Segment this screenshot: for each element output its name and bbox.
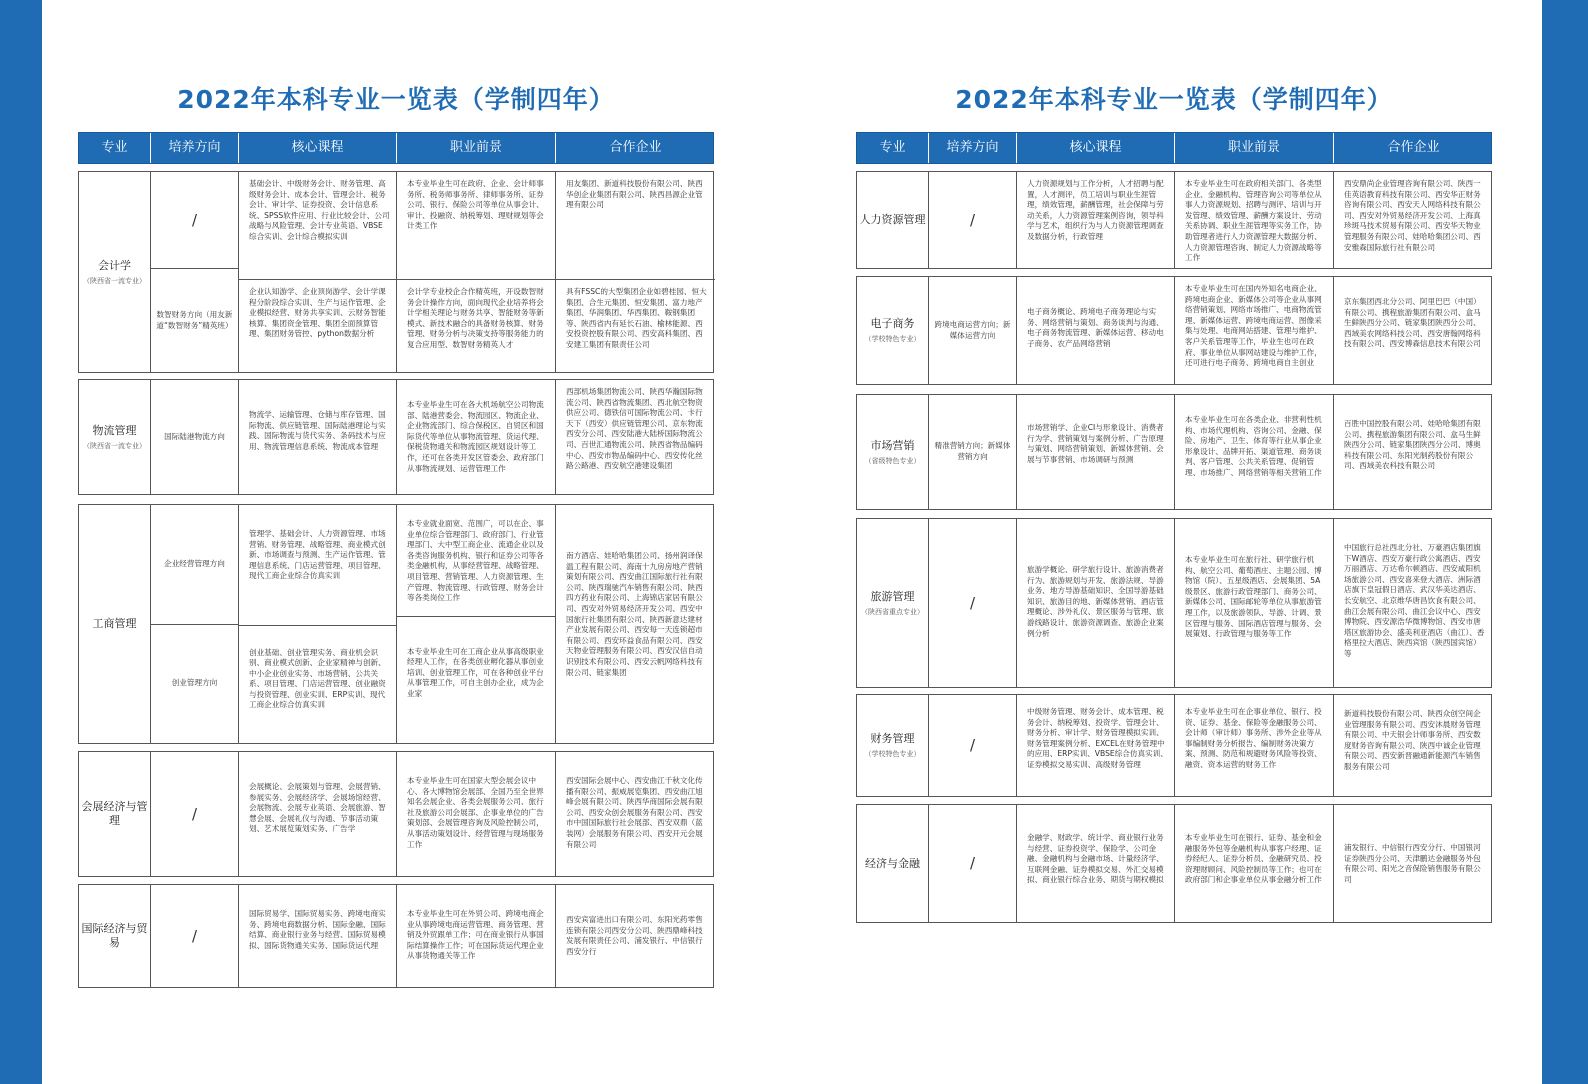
career-cell: 本专业毕业生可在外贸公司、跨境电商企业从事跨境电商运营管理、商务管理、营销及外贸跟单工作；可在商业银行从事国际结算操作工作；可在国际货运代理企业从事货物通关等工作 — [397, 885, 556, 987]
major-block-ecommerce — [856, 276, 1492, 385]
major-block-economics-finance — [856, 804, 1492, 923]
direction-cell: 国际陆港物流方向 — [151, 380, 239, 494]
page-title: 2022年本科专业一览表（学制四年） — [177, 85, 615, 114]
direction-cell: 精准营销方向；新媒体营销方向 — [929, 395, 1017, 509]
major-cell — [857, 805, 929, 922]
courses-cell: 管理学、基础会计、人力资源管理、市场营销、财务管理、战略管理、商业模式创新、市场调查与预测、生产运作管理、管理信息系统、门店运营管理、项目管理、现代工商企业综合仿真实训 — [249, 529, 386, 581]
career-cell: 本专业就业面宽、范围广，可以在企、事业单位综合管理部门、政府部门、行业管理部门、大中型工商企业、流通企业以及各类咨询服务机构、银行和证券公司等各类金融机构，从事经营管理、战略管理、项目管理、营销管理、人力资源管理、生产管理、物流管理、行政管理、财务会计等各类岗位工作 — [407, 519, 544, 603]
career-cell: 本专业毕业生可在各大机场航空公司物流部、陆港营委会、物流园区、物流企业、企业物流部门、综合保税区、自贸区和国际货代等单位从事物流管理、货运代理、保税货物通关和物流园区规划设计等工作，还可在各类开发区管委会、政府部门从事物流规划、运营管理工作 — [397, 380, 556, 494]
direction-column — [151, 172, 239, 372]
major-name: 人力资源管理 — [859, 213, 926, 226]
major-name: 会展经济与管理 — [81, 800, 148, 827]
courses-cell: 基础会计、中级财务会计、财务管理、高级财务会计、成本会计、管理会计、税务会计、审计学、证券投资、会计信息系统、SPSS软件应用、行业比较会计、公司战略与风险管理、会计专业英语、VBSE综合实训、会计综合模拟实训 — [249, 179, 390, 241]
header-direction: 培养方向 — [929, 133, 1017, 163]
header-major: 专业 — [857, 133, 929, 163]
major-cell — [79, 885, 151, 987]
courses-cell: 电子商务概论、跨境电子商务理论与实务、网络营销与策划、商务谈判与沟通、电子商务物流管理、新媒体运营、移动电子商务、农产品网络营销 — [1017, 277, 1175, 384]
major-name: 国际经济与贸易 — [81, 922, 148, 949]
major-name: 旅游管理 — [870, 589, 915, 603]
courses-cell: 企业认知游学、企业顶岗游学、会计学课程分阶段综合实训、生产与运作管理、企业模拟经营、财务共享实训、云财务智能核算、集团资金管理、集团全面预算管理、集团财务管控、python数据分析 — [239, 279, 396, 372]
career-cell: 本专业毕业生可在国家大型会展会议中心、各大博物馆会展部、全国乃至全世界知名会展企业、各类会展服务公司、旅行社及旅游公司会展部、企事业单位的广告策划部、会展管理咨询及风险控制公司，从事活动策划设计、经营管理与现场服务工作 — [397, 752, 556, 876]
courses-cell: 会展概论、会展策划与管理、会展营销、参展实务、会展经济学、会展场馆经营、会展物流、会展专业英语、会展旅游、智慧会展、会展礼仪与沟通、节事活动策划、艺术展览策划实务、广告学 — [239, 752, 397, 876]
direction-cell: / — [151, 885, 239, 987]
major-cell — [857, 277, 929, 384]
direction-cell: / — [929, 805, 1017, 922]
partners-cell: 西部机场集团物流公司、陕西华瀚国际物流公司、陕西省物流集团、西北航空物资供应公司、德铁信可国际物流公司、卡行天下（西安）供应链管理公司、京东物流西安分公司、西安陆港大陆桥国际物流公司、百世汇通物流公司、陕西省物品编码中心、西安市物品编码中心、西安传化丝路公路港、西安航空港建设集团 — [566, 387, 703, 471]
partners-cell: 具有FSSC的大型集团企业如碧桂园、恒大集团、合生元集团、恒安集团、富力地产集团、华润集团、华西集团、鞍钢集团等、陕西省内有延长石油、榆林能源、西安投资控股有限公司、西安高科集团、西安建工集团有限责任公司 — [556, 279, 715, 372]
career-cell: 会计学专业校企合作精英班，开设数智财务会计操作方向，面向现代企业培养将会计学相关理论与财务共享、智能财务等新模式、新技术融合的具备财务核算、财务管理、财务分析与决策支持等服务能力的复合应用型、数智财务精英人才 — [397, 279, 555, 372]
career-cell: 本专业毕业生可在政府、企业、会计师事务所、税务师事务所、律师事务所、证券公司、银行、保险公司等单位从事会计、审计、投融资、纳税筹划、理财规划等会计类工作 — [407, 179, 544, 231]
major-block-logistics — [78, 379, 714, 495]
table-header — [78, 132, 714, 164]
courses-cell: 市场营销学、企业CI与形象设计、消费者行为学、营销策划与案例分析、广告原理与策划、网络营销策划、新媒体营销、会展与节事营销、市场调研与预测 — [1017, 395, 1175, 509]
page-title: 2022年本科专业一览表（学制四年） — [955, 85, 1393, 114]
major-block-intl-trade — [78, 884, 714, 988]
career-cell: 本专业毕业生可在旅行社、研学旅行机构、航空公司、葡萄酒庄、主题公园、博物馆（院）、五星级酒店、会展集团、5A级景区、旅游行政管理部门、商务公司、新媒体公司、国际邮轮等单位从事旅游管理工作，以及旅游领队、导游、计调、景区管理与服务、国际酒店管理与服务、会展策划、行政管理与服务等工作 — [1175, 519, 1334, 687]
left-page — [78, 80, 714, 961]
direction-cell: 数智财务方向（用友新道“数智财务”精英班） — [151, 268, 238, 372]
partners-cell: 用友集团、新道科技股份有限公司、陕西华创企业集团有限公司、陕西昌源企业管理有限公司 — [566, 179, 703, 210]
major-block-tourism — [856, 518, 1492, 688]
direction-cell: / — [929, 519, 1017, 687]
career-cell: 本专业毕业生可在工商企业从事高级职业经理人工作，在各类创业孵化器从事创业培训、创业管理工作，可在各种创业平台从事管理工作，可自主创办企业，成为企业家 — [397, 616, 555, 744]
direction-cell: 创业管理方向 — [151, 624, 238, 744]
header-courses: 核心课程 — [1017, 133, 1175, 163]
partners-cell: 南方酒店、娃哈哈集团公司、扬州润译保温工程有限公司、海南十九房房地产营销策划有限公司、西安曲江国际旅行社有限公司、陕西瑞驰汽车销售有限公司、陕西四方药业有限公司、上海锦店家居有限公司、西安对外贸易经济开发公司、西安中国旅行社集团有限公司、陕西新意达建材产业发展有限公司、西安每一天连锁超市有限公司、西安环益食品有限公司、西安天物业管理服务有限公司、西安汉信自动识别技术有限公司、西安云帆网络科技有限公司、链家集团 — [566, 551, 703, 677]
header-direction: 培养方向 — [151, 133, 239, 163]
major-block-hr — [856, 171, 1492, 269]
table-header — [856, 132, 1492, 164]
major-cell — [857, 519, 929, 687]
major-block-business-admin — [78, 504, 714, 744]
partners-column — [556, 172, 715, 372]
major-cell — [79, 752, 151, 876]
courses-cell: 金融学、财政学、统计学、商业银行业务与经营、证券投资学、保险学、公司金融、金融机构与金融市场、计量经济学、互联网金融、证券模拟交易、外汇交易模拟、商业银行综合业务、期货与期权模拟 — [1017, 805, 1175, 922]
major-cell — [857, 172, 929, 268]
career-column — [397, 172, 556, 372]
courses-cell: 创业基础、创业管理实务、商业机会识别、商业模式创新、企业家精神与创新、中小企业创业实务、市场营销、公共关系、项目管理、门店运营管理、创业融资与投资管理、创业实训、ERP实训、现代工商企业综合仿真实训 — [239, 625, 396, 744]
major-level: （陕西省一流专业） — [83, 276, 146, 285]
direction-cell: 跨境电商运营方向；新媒体运营方向 — [929, 277, 1017, 384]
header-partners: 合作企业 — [609, 140, 662, 155]
courses-column — [239, 172, 397, 372]
courses-cell: 旅游学概论、研学旅行设计、旅游消费者行为、旅游规划与开发、旅游法规、导游业务、地方导游基础知识、全国导游基础知识、旅游目的地、新媒体营销、酒店管理概论、涉外礼仪、景区服务与管理、旅游线路设计、旅游资源调查、旅游企业案例分析 — [1017, 519, 1175, 687]
major-block-accounting — [78, 171, 714, 373]
partners-cell: 百胜中国控股有限公司、娃哈哈集团有限公司、携程旅游集团有限公司、盒马生鲜陕西分公司、链家集团陕西分公司、博奥科技有限公司、东阳光制药股份有限公司、西域美农科技有限公司 — [1344, 419, 1481, 471]
major-name: 物流管理 — [92, 423, 137, 437]
right-blue-margin — [1542, 0, 1588, 1084]
major-cell — [79, 505, 151, 743]
direction-column — [151, 505, 239, 743]
major-name: 市场营销 — [870, 438, 915, 452]
major-level: （学校特色专业） — [864, 335, 921, 343]
major-level: （省级特色专业） — [864, 456, 921, 465]
major-name: 会计学 — [98, 258, 131, 272]
major-name: 工商管理 — [92, 617, 137, 630]
header-career: 职业前景 — [397, 133, 556, 163]
direction-cell: / — [929, 695, 1017, 796]
direction-cell: / — [929, 172, 1017, 268]
left-blue-margin — [0, 0, 42, 1084]
header-major: 专业 — [79, 133, 151, 163]
partners-cell: 浦发银行、中信银行西安分行、中国银河证券陕西分公司、天津鹏达金融服务外包有限公司、阳光之音保险销售服务有限公司 — [1344, 843, 1481, 884]
career-cell: 本专业毕业生可在各类企业、非营利性机构、市场代理机构、咨询公司、金融、保险、房地产、卫生、体育等行业从事企业形象设计、品牌开拓、渠道管理、商务谈判、客户管理、公共关系管理、促销管理、市场推广、网络营销等相关营销工作 — [1175, 395, 1334, 509]
major-block-finance-mgmt — [856, 694, 1492, 797]
partners-cell: 西安国际会展中心、西安曲江千秋文化传播有限公司、振威展览集团、西安曲江旭峰会展有限公司、陕西华商国际会展有限公司、西安众创会展服务有限公司、西安市中国国际旅行社会展部、西安双鼎（蓝装网）会展服务有限公司、西安开元会展有限公司 — [566, 776, 703, 849]
major-name: 财务管理 — [870, 732, 915, 745]
major-level: （陕西省一流专业） — [83, 441, 146, 450]
courses-column — [239, 505, 397, 743]
career-cell: 本专业毕业生可在政府相关部门、各类型企业、金融机构、管理咨询公司等单位从事人力资源规划、招聘与测评、培训与开发管理、绩效管理、薪酬方案设计、劳动关系协调、职业生涯管理等实务工作，协助管理者进行人力资源管理大数据分析、人力资源管理咨询、制定人力资源战略等工作 — [1175, 172, 1334, 268]
partners-cell: 西安宾富进出口有限公司、东阳光药零售连锁有限公司西安分公司、陕西鼎峰科技发展有限责任公司、浦发银行、中信银行西安分行 — [566, 915, 703, 956]
major-level: （陕西省重点专业） — [861, 607, 924, 616]
direction-cell: / — [191, 210, 198, 229]
major-cell — [79, 380, 151, 494]
partners-cell: 中国旅行总社西北分社、万豪酒店集团旗下W酒店、西安万豪行政公寓酒店、西安万丽酒店、万达希尔顿酒店、西安咸阳机场旅游公司、西安喜来登大酒店、洲际酒店旗下皇冠假日酒店、武汉华美达酒店、长安航空、北京维华唐昌饮食有限公司、曲江会展有限公司、曲江会议中心、西安博物院、西安源浩华微博物馆、西安市唐塔区旅游协会、盛美利亚酒店（曲江）、香格里拉大酒店、陕西宾馆（陕西国宾馆）等 — [1344, 543, 1485, 658]
major-name: 电子商务 — [870, 317, 915, 330]
career-cell: 本专业毕业生可在国内外知名电商企业、跨境电商企业、新媒体公司等企业从事网络营销策划、网络市场推广、电商物流管理、新媒体运营、跨境电商运营、图像采集与处理、电商网站搭建、管理与维护、客户关系管理等工作，毕业生也可在政府、事业单位从事网站建设与维护工作，还可进行电子商务、跨境电商自主创业 — [1175, 277, 1334, 384]
major-block-exhibition — [78, 751, 714, 877]
major-cell — [79, 172, 151, 372]
courses-cell: 物流学、运输管理、仓储与库存管理、国际物流、供应链管理、国际陆港理论与实践、国际物流与货代实务、条码技术与应用、物流管理信息系统、物流成本管理 — [239, 380, 397, 494]
career-cell: 本专业毕业生可在银行、证券、基金和金融服务外包等金融机构从事客户经理、证券经纪人、证券分析员、金融研究员、投资理财顾问、风险控制员等工作；也可在政府部门和企事业单位从事金融分析工作 — [1175, 805, 1334, 922]
major-level: （学校特色专业） — [864, 750, 921, 758]
courses-cell: 国际贸易学、国际贸易实务、跨境电商实务、跨境电商数据分析、国际金融、国际结算、商业银行业务与经营、国际贸易模拟、国际货物通关实务、国际货运代理 — [239, 885, 397, 987]
courses-cell: 中级财务管理、财务会计、成本管理、税务会计、纳税筹划、投资学、管理会计、财务分析、审计学、财务管理模拟实训、财务管理案例分析、EXCEL在财务管理中的应用、ERP实训、VBSE综合仿真实训、证券模拟交易实训、高级财务管理 — [1017, 695, 1175, 796]
partners-cell: 西安鼎尚企业管理咨询有限公司、陕西一佳英语教育科技有限公司、西安华正财务咨询有限公司、西安天人网络科技有限公司、西安对外贸易经济开发公司、上海真珍斑马技术贸易有限公司、西安华天物业管理服务有限公司、娃哈哈集团公司、西安雅森国际旅行社有限公司 — [1344, 179, 1481, 252]
partners-cell: 京东集团西北分公司、阿里巴巴（中国）有限公司、携程旅游集团有限公司、盒马生鲜陕西分公司、链家集团陕西分公司、西域美农网络科技公司、西安唐翰网络科技有限公司、西安博森信息技术有限公司 — [1344, 297, 1481, 349]
major-block-marketing — [856, 394, 1492, 510]
partners-cell: 新道科技股份有限公司、陕西众创空间企业管理服务有限公司、西安沐晨财务管理有限公司、中天银会计师事务所、西安数度财务咨询有限公司、陕西中诚企业管理有限公司、西安新晋融通新能源汽车销售服务有限公司 — [1344, 709, 1481, 771]
header-courses: 核心课程 — [239, 133, 397, 163]
major-name: 经济与金融 — [865, 856, 920, 870]
header-career: 职业前景 — [1175, 133, 1334, 163]
career-cell: 本专业毕业生可在企事业单位、银行、投资、证券、基金、保险等金融服务公司、会计师（审计师）事务所、涉外企业等从事编制财务分析报告、编制财务决策方案、预测、防范和规避财务风险等投资、融资、资本运营的财务工作 — [1175, 695, 1334, 796]
courses-cell: 人力资源规划与工作分析，人才招聘与配置，人才测评，员工培训与职业生涯管理，绩效管理，薪酬管理，社会保障与劳动关系，人力资源管理案例咨询，领导科学与艺术，组织行为与人力资源管理调查及数据分析，行政管理 — [1017, 172, 1175, 268]
direction-cell: 企业经营管理方向 — [164, 558, 225, 568]
right-page — [856, 80, 1492, 885]
header-partners: 合作企业 — [1387, 140, 1440, 155]
direction-cell: / — [151, 752, 239, 876]
major-cell — [857, 695, 929, 796]
major-cell — [857, 395, 929, 509]
career-column — [397, 505, 556, 743]
